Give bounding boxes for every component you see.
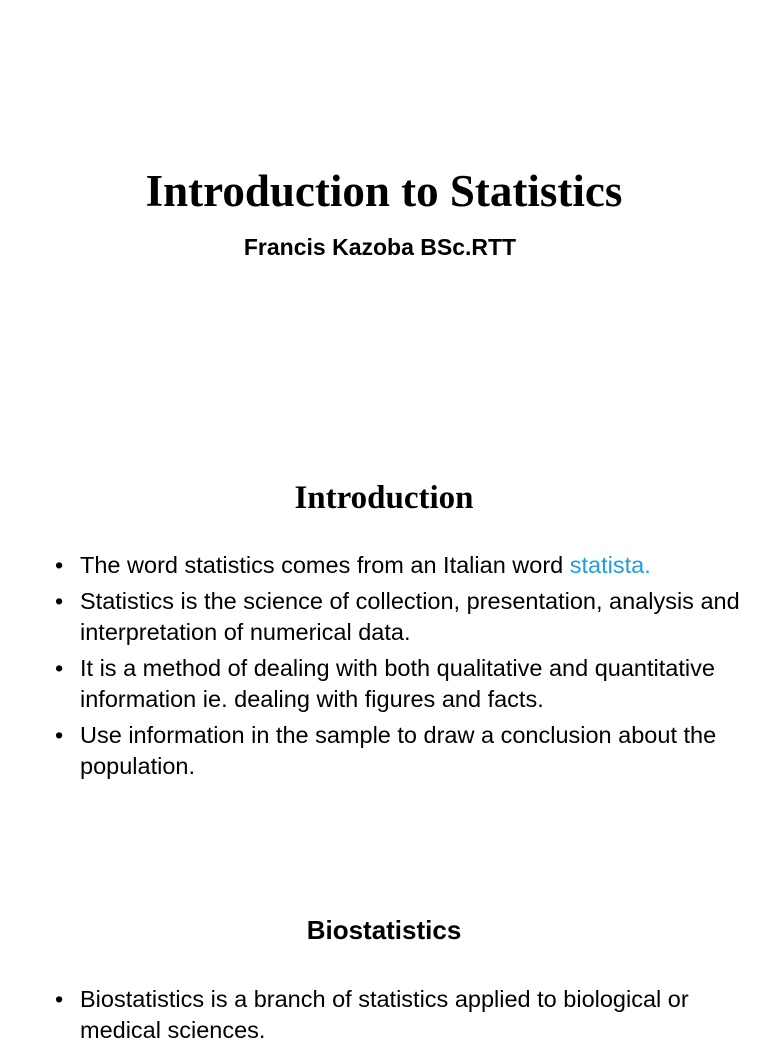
section-heading-introduction: Introduction [294,480,474,516]
document-title: Introduction to Statistics [145,166,623,216]
bullet-icon: • [55,655,64,681]
biostatistics-bullet-list [55,984,755,1051]
author-name: Francis Kazoba BSc.RTT [243,234,517,260]
bullet-item [55,653,755,715]
bullet-icon: • [55,552,64,578]
bullet-item [55,586,755,648]
introduction-bullet-list [55,550,755,787]
bullet-item [55,720,755,782]
bullet-item [55,550,755,581]
bullet-text: Statistics is the science of collection, presentation, analysis and interpretation of numerical data. [80,588,740,645]
bullet-text: Use information in the sample to draw a conclusion about the population. [80,722,717,779]
bullet-icon: • [55,588,64,614]
bullet-text: The word statistics comes from an Italian word [80,552,570,578]
bullet-item [55,984,755,1046]
highlighted-word: statista. [569,552,651,578]
bullet-text: Biostatistics is a branch of statistics applied to biological or medical sciences. [80,986,689,1043]
bullet-text: It is a method of dealing with both qualitative and quantitative information ie. dealing with figures and facts. [80,655,715,712]
bullet-icon: • [55,986,64,1012]
bullet-icon: • [55,722,64,748]
section-heading-biostatistics: Biostatistics [306,915,462,945]
